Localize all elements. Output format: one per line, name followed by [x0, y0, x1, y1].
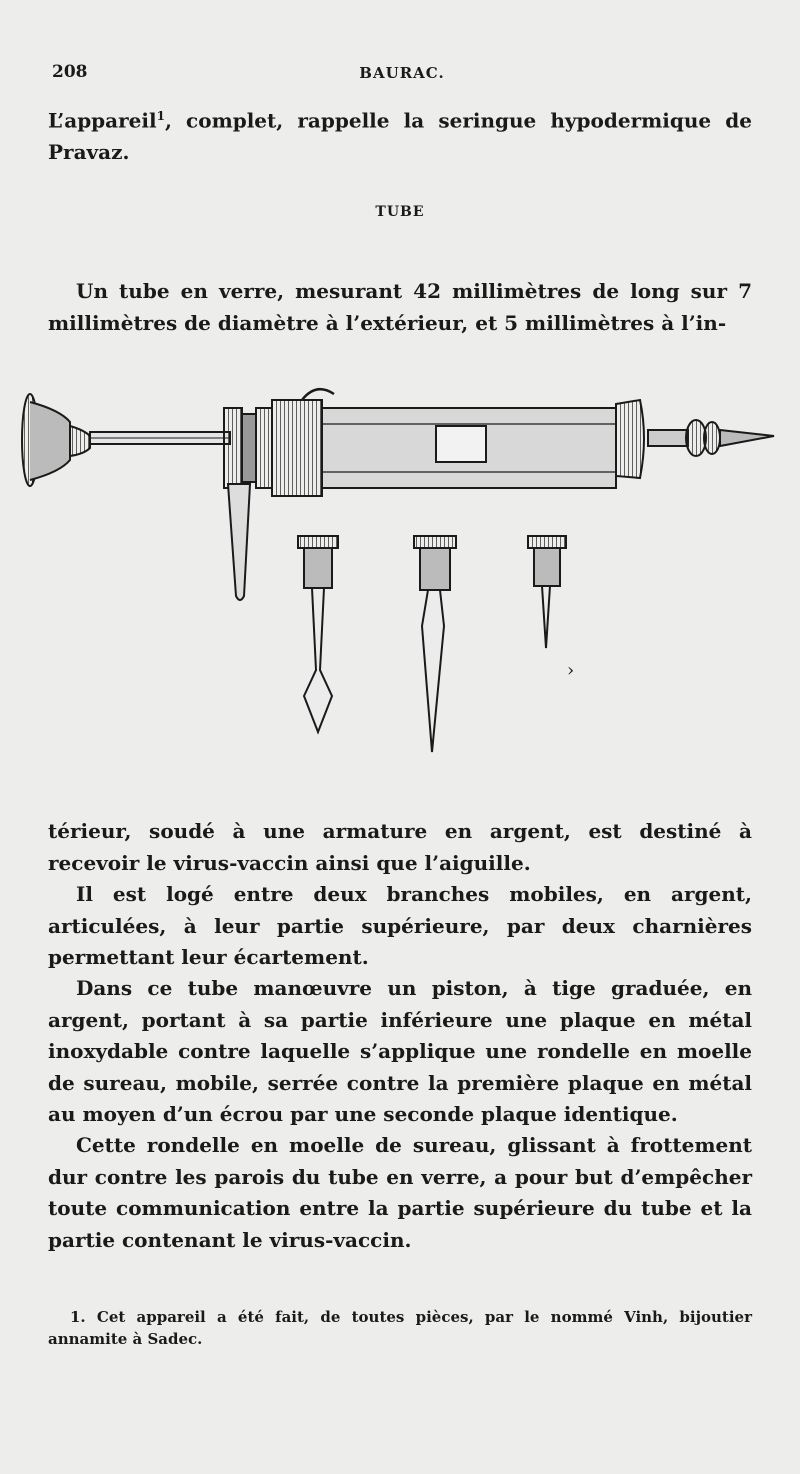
- intro-text-end: , complet, rappelle la seringue hypodermique de Pravaz.: [48, 108, 752, 165]
- needle-left: [298, 536, 338, 732]
- page-header: [52, 62, 752, 88]
- section-title: TUBE: [375, 204, 425, 220]
- branches-paragraph: Il est logé entre deux branches mobiles, en argent, articulées, à leur partie supérieure, par deux charnières permettant leur écartement.: [48, 882, 752, 969]
- piston-paragraph: Dans ce tube manœuvre un piston, à tige graduée, en argent, portant à sa partie inférieure une plaque en métal inoxydable contre laquelle s’applique une rondelle en moelle de sureau, mobile, serrée contre la première plaque en métal au moyen d’un écrou par une seconde plaque identique.: [48, 976, 752, 1126]
- page-number: 208: [52, 62, 88, 82]
- syringe-illustration: [16, 378, 784, 768]
- figure-mark: ›: [567, 660, 575, 681]
- needle-right: [528, 536, 566, 648]
- footnote-reference: 1: [156, 109, 165, 123]
- intro-paragraph: [48, 101, 752, 169]
- intro-text-start: L’appareil: [48, 108, 157, 133]
- needle-center: [414, 536, 456, 752]
- tube-paragraph-end: térieur, soudé à une armature en argent, est destiné à recevoir le virus-vaccin ainsi que l’aiguille.: [48, 819, 752, 875]
- syringe-body: [22, 389, 774, 600]
- rondelle-paragraph: Cette rondelle en moelle de sureau, glissant à frottement dur contre les parois du tube en verre, a pour but d’empêcher toute communication entre la partie supérieure du tube et la partie contenant le virus-vaccin.: [48, 1133, 752, 1252]
- footnote: 1. Cet appareil a été fait, de toutes pièces, par le nommé Vinh, bijoutier annamite à Sadec.: [48, 1308, 752, 1348]
- tube-paragraph-start: Un tube en verre, mesurant 42 millimètres de long sur 7 millimètres de diamètre à l’extérieur, et 5 millimètres à l’in-: [48, 279, 752, 335]
- running-head: BAURAC.: [359, 64, 445, 82]
